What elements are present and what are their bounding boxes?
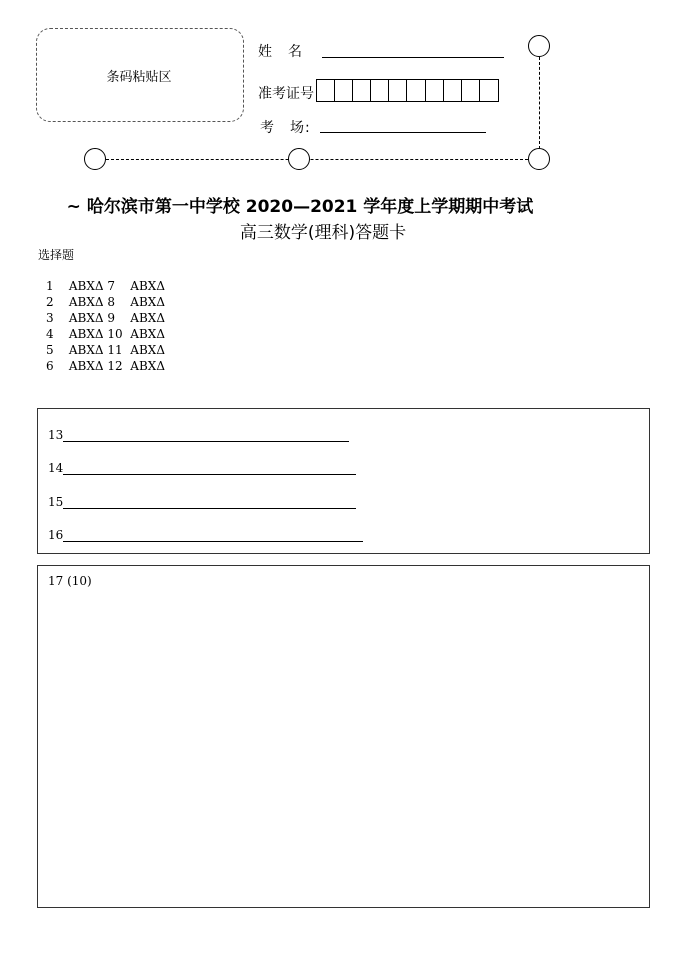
- registration-circle-left: [84, 148, 106, 170]
- exam-room-field[interactable]: [320, 132, 486, 133]
- problem-17-answer-area[interactable]: [37, 565, 650, 908]
- fill-in-answer-line[interactable]: [63, 462, 356, 475]
- exam-room-label: 考 场:: [260, 120, 311, 136]
- exam-id-digit-box[interactable]: [426, 80, 444, 101]
- problem-17-label: 17 (10): [48, 574, 92, 588]
- registration-circle-top-right: [528, 35, 550, 57]
- answer-sheet-title: 高三数学(理科)答题卡: [239, 223, 407, 243]
- exam-id-digit-box[interactable]: [407, 80, 425, 101]
- choice-row[interactable]: 2 ABXΔ 8 ABXΔ: [46, 295, 165, 309]
- fill-in-number: 15: [48, 495, 64, 509]
- fill-in-number: 14: [48, 461, 64, 475]
- choice-row[interactable]: 1 ABXΔ 7 ABXΔ: [46, 279, 165, 293]
- choice-row[interactable]: 4 ABXΔ 10 ABXΔ: [46, 327, 165, 341]
- exam-id-digit-box[interactable]: [317, 80, 335, 101]
- exam-id-digit-box[interactable]: [462, 80, 480, 101]
- fill-in-item[interactable]: [48, 528, 363, 542]
- fill-in-item[interactable]: [48, 495, 356, 509]
- fill-in-answer-line[interactable]: [63, 529, 363, 542]
- exam-id-digit-box[interactable]: [389, 80, 407, 101]
- fill-in-answer-line[interactable]: [63, 496, 356, 509]
- barcode-label: 条码粘贴区: [106, 70, 172, 85]
- exam-id-digit-box[interactable]: [371, 80, 389, 101]
- choice-row[interactable]: 3 ABXΔ 9 ABXΔ: [46, 311, 165, 325]
- exam-id-digit-box[interactable]: [353, 80, 371, 101]
- choice-row[interactable]: 5 ABXΔ 11 ABXΔ: [46, 343, 165, 357]
- fill-in-number: 13: [48, 428, 64, 442]
- registration-circle-right: [528, 148, 550, 170]
- exam-id-digit-box[interactable]: [480, 80, 498, 101]
- registration-circle-middle: [288, 148, 310, 170]
- dashed-cut-line-vertical: [539, 57, 540, 149]
- name-field[interactable]: [322, 57, 504, 58]
- choice-row[interactable]: 6 ABXΔ 12 ABXΔ: [46, 359, 165, 373]
- fill-in-item[interactable]: [48, 428, 349, 442]
- fill-in-answer-line[interactable]: [63, 429, 349, 442]
- exam-id-digit-box[interactable]: [444, 80, 462, 101]
- fill-in-number: 16: [48, 528, 64, 542]
- exam-id-boxes[interactable]: [316, 79, 499, 102]
- exam-id-label: 准考证号: [258, 86, 314, 102]
- fill-in-item[interactable]: [48, 461, 356, 475]
- dashed-cut-line: [106, 159, 528, 160]
- choice-section-label: 选择题: [38, 248, 75, 262]
- school-exam-title: ~ 哈尔滨市第一中学校 2020—2021 学年度上学期期中考试: [66, 197, 534, 217]
- name-label: 姓 名: [258, 44, 303, 60]
- exam-id-digit-box[interactable]: [335, 80, 353, 101]
